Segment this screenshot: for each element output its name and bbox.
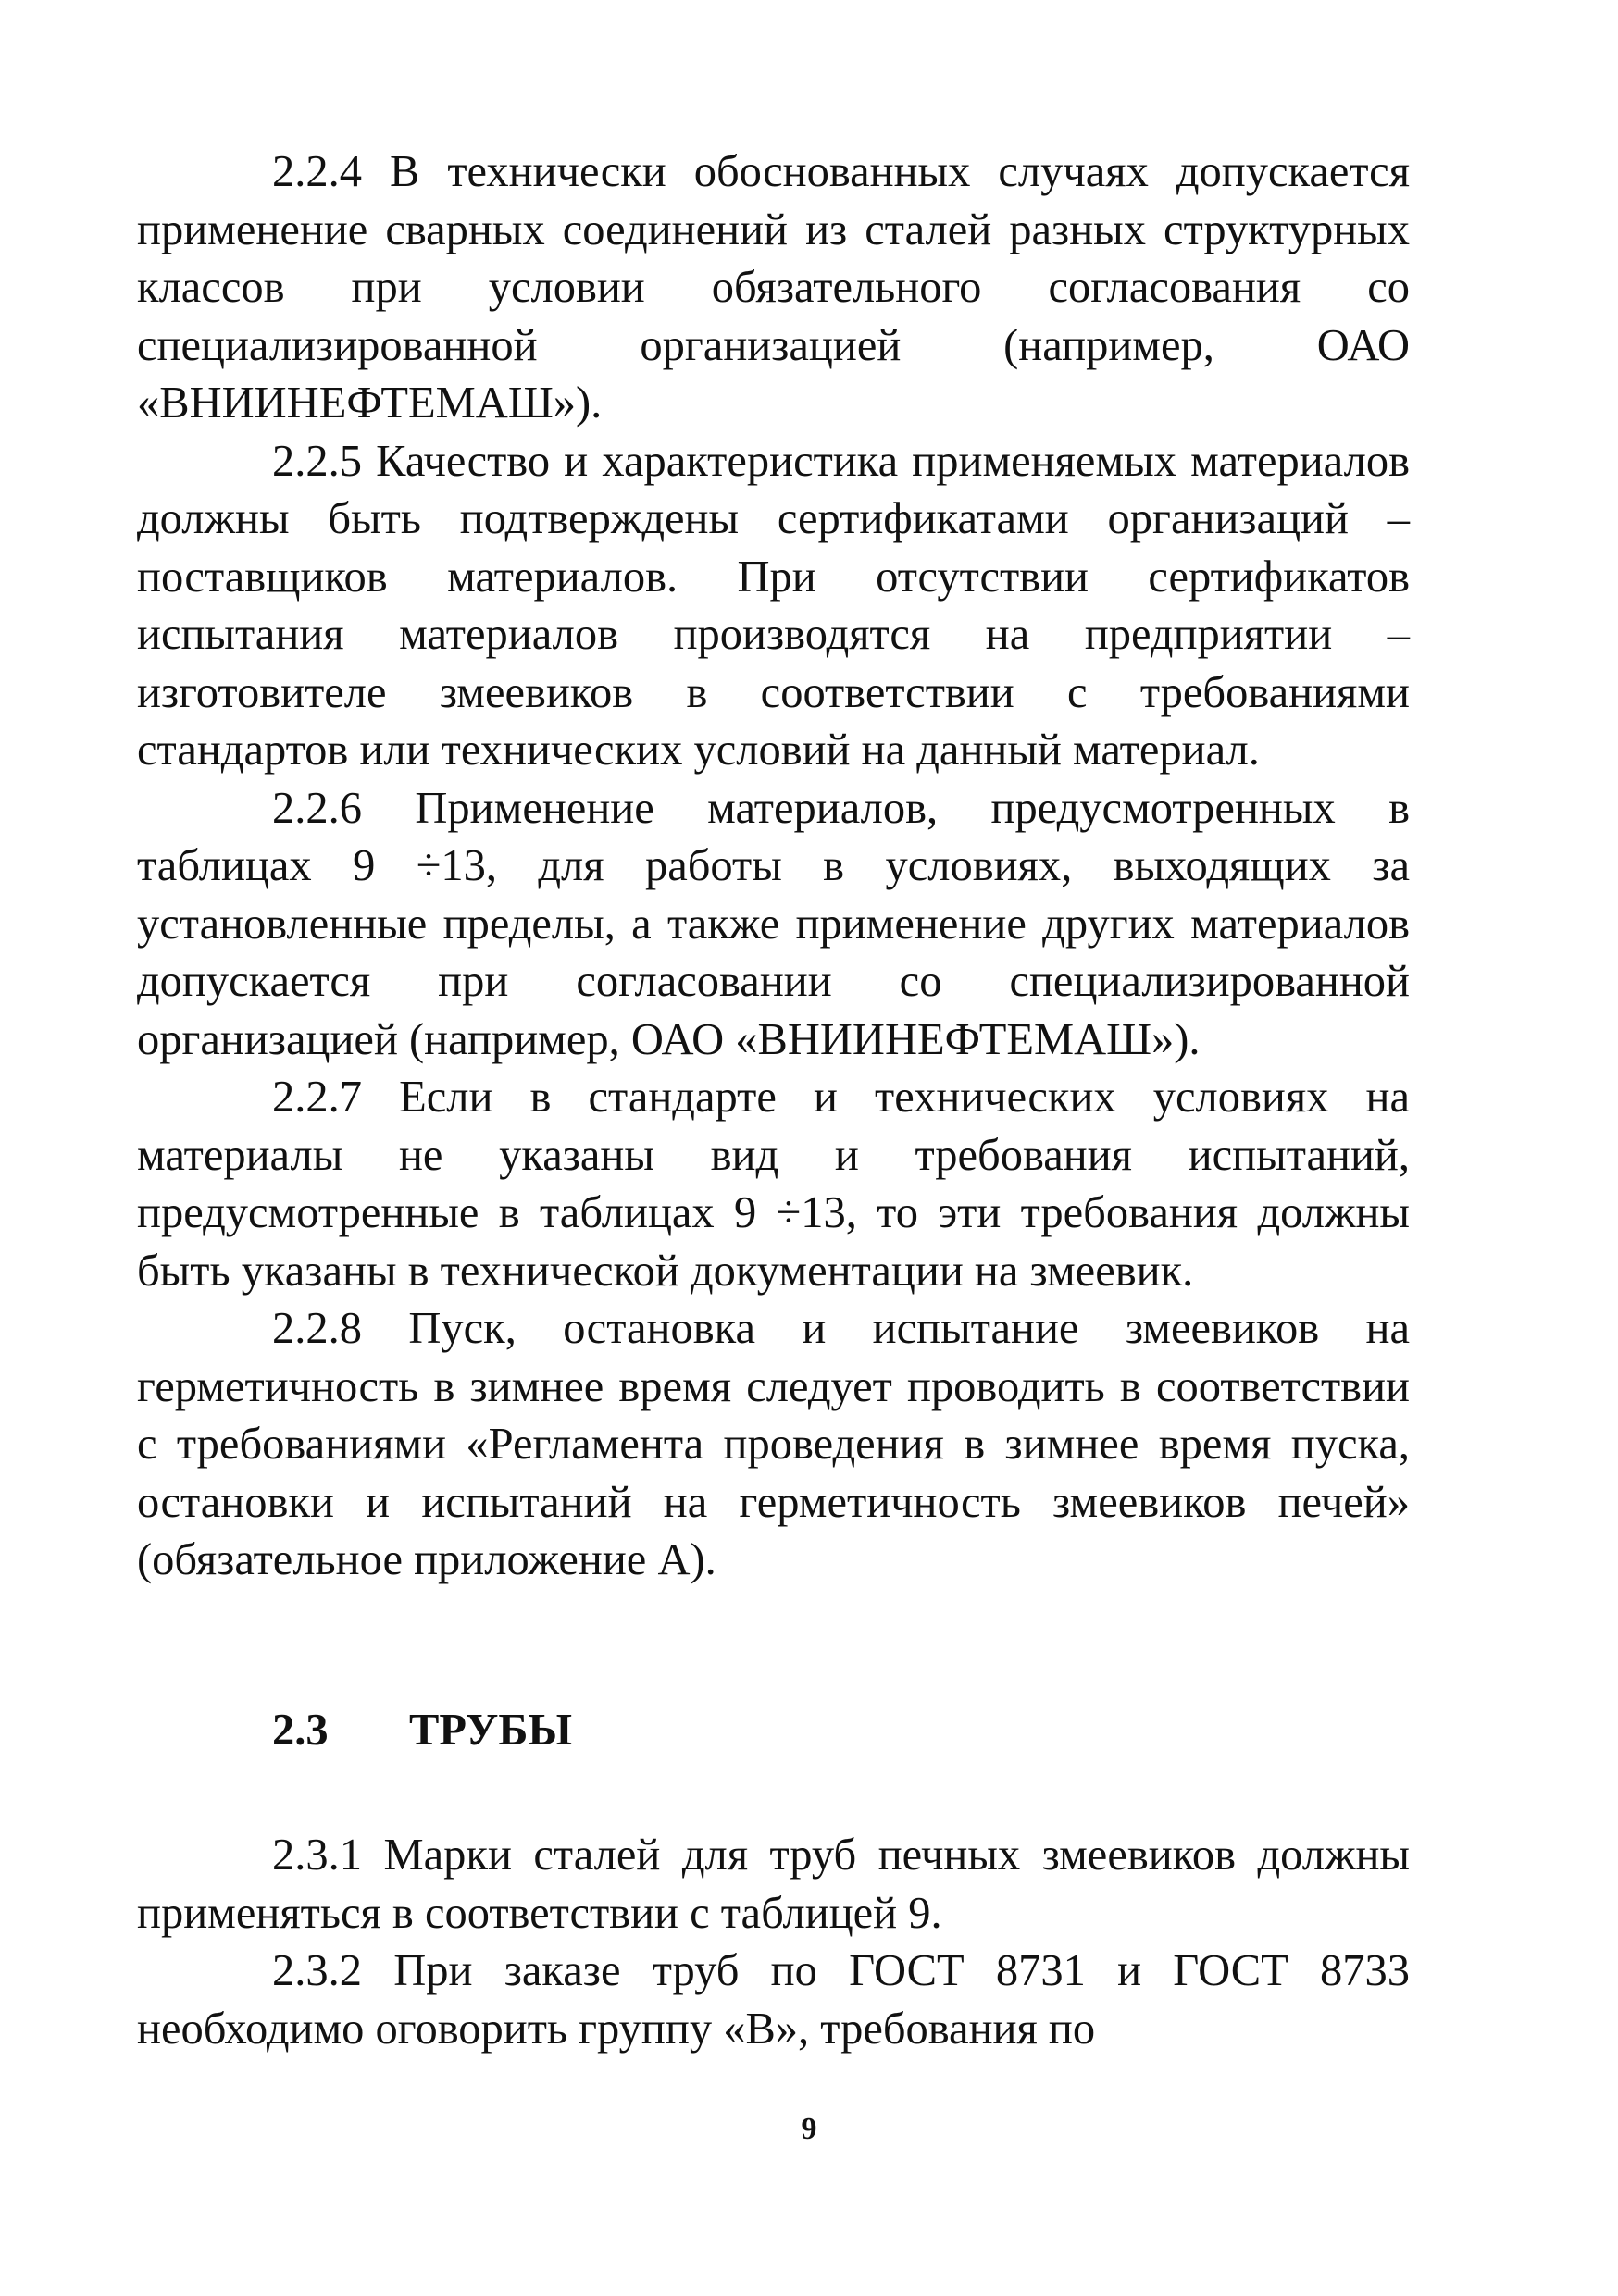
section-number: 2.3 bbox=[272, 1705, 329, 1755]
document-page bbox=[137, 143, 1410, 2058]
section-heading bbox=[137, 1702, 1410, 1760]
page-number: 9 bbox=[801, 2112, 817, 2146]
paragraph-2-2-8: 2.2.8 Пуск, остановка и испытание змеевиков на герметичность в зимнее время следует проводить в соответствии с требованиями «Регламента проведения в зимнее время пуска, остановки и испытаний на герметичность змеевиков печей» (обязательное приложение А). bbox=[137, 1304, 1410, 1584]
section-title: ТРУБЫ bbox=[409, 1705, 573, 1755]
paragraph-2-2-7: 2.2.7 Если в стандарте и технических условиях на материалы не указаны вид и требования испытаний, предусмотренные в таблицах 9 ÷13, то эти требования должны быть указаны в технической документации на змеевик. bbox=[137, 1073, 1410, 1296]
paragraph-2-2-4: 2.2.4 В технически обоснованных случаях допускается применение сварных соединений из сталей разных структурных классов при условии обязательного согласования со специализированной организацией (например, ОАО «ВНИИНЕФТЕМАШ»). bbox=[137, 147, 1410, 428]
paragraph-2-3-2: 2.3.2 При заказе труб по ГОСТ 8731 и ГОСТ 8733 необходимо оговорить группу «В», требования по bbox=[137, 1946, 1410, 2054]
paragraph-2-2-6: 2.2.6 Применение материалов, предусмотренных в таблицах 9 ÷13, для работы в условиях, выходящих за установленные пределы, а также применение других материалов допускается при согласовании со специализированной организацией (например, ОАО «ВНИИНЕФТЕМАШ»). bbox=[137, 783, 1410, 1064]
paragraph-2-3-1: 2.3.1 Марки сталей для труб печных змеевиков должны применяться в соответствии с таблицей 9. bbox=[137, 1831, 1410, 1938]
paragraph-2-2-5: 2.2.5 Качество и характеристика применяемых материалов должны быть подтверждены сертификатами организаций – поставщиков материалов. При отсутствии сертификатов испытания материалов производятся на предприятии – изготовителе змеевиков в соответствии с требованиями стандартов или технических условий на данный материал. bbox=[137, 436, 1410, 775]
